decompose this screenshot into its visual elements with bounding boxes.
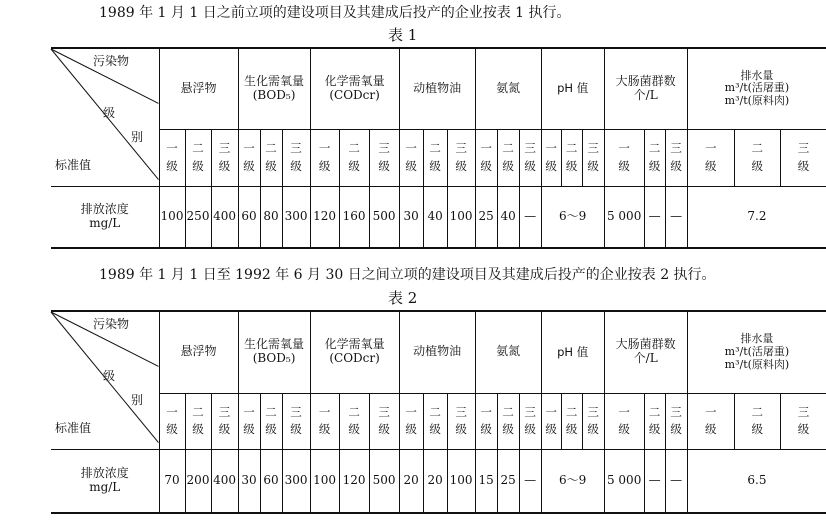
grade-cell: 一 级	[159, 393, 185, 449]
header-drain: 排水量 m³/t(活屠重) m³/t(原料肉)	[687, 48, 826, 129]
coli-value: —	[644, 449, 665, 513]
corner-standard: 标准值	[55, 421, 92, 435]
corner-standard: 标准值	[55, 158, 92, 172]
value-cell: 200	[185, 449, 211, 513]
grade-cell: 二 级	[423, 129, 447, 186]
grade-cell: 一 级	[310, 129, 339, 186]
value-cell: 160	[339, 186, 369, 248]
grade-cell: 一 级	[159, 129, 185, 186]
value-cell: 40	[497, 186, 519, 248]
corner-grade-1: 级	[103, 106, 116, 120]
grade-cell: 二 级	[339, 393, 369, 449]
ph-value: 6～9	[541, 186, 604, 248]
value-cell: 500	[369, 449, 399, 513]
grade-cell: 三 级	[780, 129, 826, 186]
grade-cell: 三 级	[369, 393, 399, 449]
grade-cell: 二 级	[497, 393, 519, 449]
grade-cell: 一 级	[238, 129, 260, 186]
corner-pollutant: 污染物	[93, 54, 130, 68]
value-cell: 250	[185, 186, 211, 248]
value-cell: 400	[211, 186, 238, 248]
drain-value: 6.5	[687, 449, 826, 513]
value-cell: 60	[260, 449, 282, 513]
grade-cell: 三 级	[519, 393, 541, 449]
intro-paragraph-1: 1989 年 1 月 1 日之前立项的建设项目及其建成后投产的企业按表 1 执行。	[99, 5, 571, 21]
grade-cell: 一 级	[238, 393, 260, 449]
header-ph: pH 值	[541, 311, 604, 393]
value-cell: 120	[339, 449, 369, 513]
coli-value: 5 000	[604, 449, 644, 513]
value-cell: 15	[475, 449, 497, 513]
header-coli: 大肠菌群数 个/L	[604, 48, 687, 129]
grade-cell: 一 级	[310, 393, 339, 449]
header-nh3: 氨氮	[475, 311, 541, 393]
grade-cell: 二 级	[185, 129, 211, 186]
corner-grade-1: 级	[103, 369, 116, 383]
grade-cell: 三 级	[780, 393, 826, 449]
corner-header	[51, 48, 159, 186]
value-cell: 100	[447, 449, 475, 513]
grade-cell: 三 级	[369, 129, 399, 186]
grade-cell: 一 级	[687, 393, 734, 449]
coli-value: —	[644, 186, 665, 248]
value-cell: 120	[310, 186, 339, 248]
corner-header	[51, 311, 159, 449]
grade-cell: 一 级	[541, 393, 561, 449]
grade-row	[51, 129, 826, 186]
header-cod: 化学需氧量 (CODcr)	[310, 311, 399, 393]
value-cell: 30	[399, 186, 423, 248]
value-cell: 40	[423, 186, 447, 248]
header-ph: pH 值	[541, 48, 604, 129]
grade-cell: 二 级	[260, 129, 282, 186]
grade-cell: 一 级	[541, 129, 561, 186]
grade-cell: 二 级	[339, 129, 369, 186]
grade-cell: 三 级	[447, 393, 475, 449]
grade-cell: 三 级	[211, 129, 238, 186]
grade-cell: 二 级	[497, 129, 519, 186]
corner-grade-2: 别	[131, 393, 144, 407]
standards-table-1	[51, 47, 826, 249]
corner-pollutant: 污染物	[93, 317, 130, 331]
grade-cell: 一 级	[687, 129, 734, 186]
grade-cell: 一 级	[475, 129, 497, 186]
row-label: 排放浓度 mg/L	[51, 449, 159, 513]
grade-cell: 二 级	[423, 393, 447, 449]
grade-cell: 三 级	[282, 393, 310, 449]
value-cell: 400	[211, 449, 238, 513]
value-cell: 25	[497, 449, 519, 513]
grade-cell: 一 级	[399, 393, 423, 449]
coli-value: 5 000	[604, 186, 644, 248]
grade-cell: 二 级	[185, 393, 211, 449]
header-cod: 化学需氧量 (CODcr)	[310, 48, 399, 129]
row-label: 排放浓度 mg/L	[51, 186, 159, 248]
grade-row	[51, 393, 826, 449]
coli-value: —	[665, 186, 687, 248]
header-bod: 生化需氧量 (BOD₅)	[238, 48, 310, 129]
value-cell: 60	[238, 186, 260, 248]
value-cell: 20	[399, 449, 423, 513]
grade-cell: 二 级	[734, 129, 780, 186]
value-cell: 20	[423, 449, 447, 513]
grade-cell: 三 级	[582, 393, 604, 449]
value-cell: 100	[310, 449, 339, 513]
header-oil: 动植物油	[399, 311, 475, 393]
ph-value: 6～9	[541, 449, 604, 513]
grade-cell: 一 级	[604, 129, 644, 186]
grade-cell: 三 级	[519, 129, 541, 186]
value-cell: 25	[475, 186, 497, 248]
value-cell: 100	[159, 186, 185, 248]
drain-value: 7.2	[687, 186, 826, 248]
grade-cell: 三 级	[447, 129, 475, 186]
header-bod: 生化需氧量 (BOD₅)	[238, 311, 310, 393]
intro-paragraph-2: 1989 年 1 月 1 日至 1992 年 6 月 30 日之间立项的建设项目及其建成后投产的企业按表 2 执行。	[99, 267, 716, 283]
grade-cell: 三 级	[665, 393, 687, 449]
grade-cell: 二 级	[644, 393, 665, 449]
value-cell: 70	[159, 449, 185, 513]
grade-cell: 一 级	[399, 129, 423, 186]
value-cell: 100	[447, 186, 475, 248]
header-nh3: 氨氮	[475, 48, 541, 129]
grade-cell: 二 级	[561, 393, 582, 449]
value-cell: 30	[238, 449, 260, 513]
table-2-title: 表 2	[388, 289, 418, 307]
corner-grade-2: 别	[131, 130, 144, 144]
grade-cell: 三 级	[582, 129, 604, 186]
grade-cell: 二 级	[561, 129, 582, 186]
value-cell: 80	[260, 186, 282, 248]
value-cell: 500	[369, 186, 399, 248]
grade-cell: 二 级	[260, 393, 282, 449]
grade-cell: 二 级	[644, 129, 665, 186]
grade-cell: 二 级	[734, 393, 780, 449]
header-ss: 悬浮物	[159, 48, 238, 129]
header-ss: 悬浮物	[159, 311, 238, 393]
table-1-title: 表 1	[388, 26, 418, 44]
value-cell: —	[519, 186, 541, 248]
coli-value: —	[665, 449, 687, 513]
header-coli: 大肠菌群数 个/L	[604, 311, 687, 393]
grade-cell: 一 级	[604, 393, 644, 449]
grade-cell: 三 级	[665, 129, 687, 186]
standards-table-2	[51, 310, 826, 514]
grade-cell: 一 级	[475, 393, 497, 449]
header-oil: 动植物油	[399, 48, 475, 129]
grade-cell: 三 级	[282, 129, 310, 186]
value-cell: 300	[282, 186, 310, 248]
grade-cell: 三 级	[211, 393, 238, 449]
value-cell: 300	[282, 449, 310, 513]
value-cell: —	[519, 449, 541, 513]
header-drain: 排水量 m³/t(活屠重) m³/t(原料肉)	[687, 311, 826, 393]
